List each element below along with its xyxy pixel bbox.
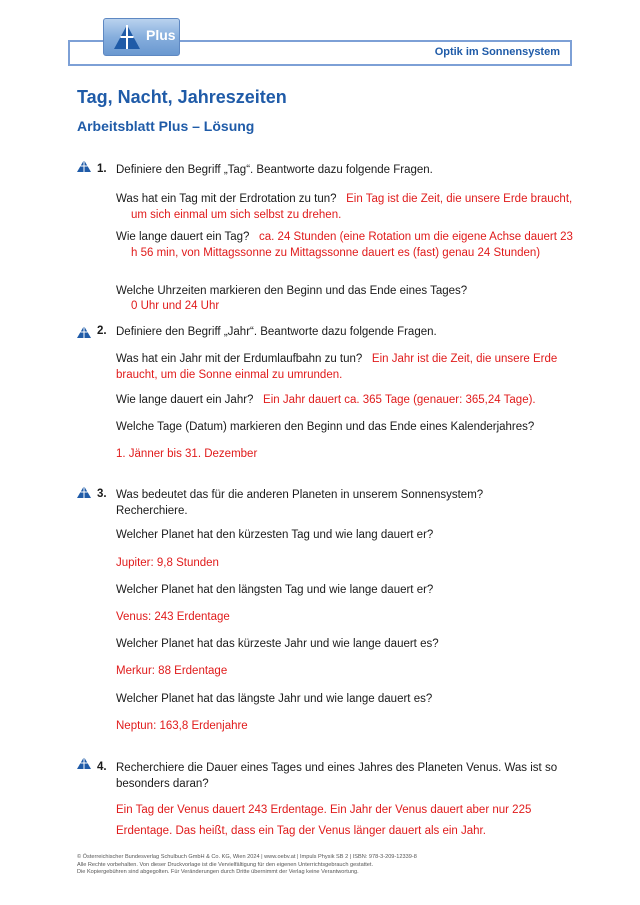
triangle-bullet-icon bbox=[77, 160, 91, 172]
task-number: 2. bbox=[97, 325, 107, 337]
question-text: Welche Tage (Datum) markieren den Beginn und das Ende eines Kalenderjahres? bbox=[116, 421, 535, 433]
task-prompt: Definiere den Begriff „Tag“. Beantworte dazu folgende Fragen. bbox=[116, 164, 433, 176]
header-title: Optik im Sonnensystem bbox=[434, 46, 560, 58]
answer-text: Merkur: 88 Erdentage bbox=[116, 665, 228, 677]
plus-logo-icon bbox=[103, 18, 180, 56]
question-answer bbox=[116, 230, 581, 261]
page-subtitle: Arbeitsblatt Plus – Lösung bbox=[77, 118, 255, 134]
answer-text: Venus: 243 Erdentage bbox=[116, 611, 230, 623]
answer-text: Ein Tag ist die Zeit, die unsere Erde braucht, um sich einmal um sich selbst zu drehen. bbox=[131, 193, 573, 221]
footer-line: © Österreichischer Bundesverlag Schulbuch GmbH & Co. KG, Wien 2024 | www.oebv.at | Impuls Physik SB 2 | ISBN: 978-3-209-12339-8 bbox=[77, 854, 417, 860]
task-prompt: Definiere den Begriff „Jahr“. Beantworte dazu folgende Fragen. bbox=[116, 326, 437, 338]
question-text: Was hat ein Jahr mit der Erdumlaufbahn zu tun? bbox=[116, 353, 363, 365]
question-answer bbox=[116, 393, 566, 409]
question-text: Wie lange dauert ein Tag? bbox=[116, 231, 250, 243]
task-prompt: Recherchiere die Dauer eines Tages und eines Jahres des Planeten Venus. Was ist so besonders daran? bbox=[116, 762, 558, 790]
answer-text: Ein Jahr ist die Zeit, die unsere Erde braucht, um die Sonne einmal zu umrunden. bbox=[116, 353, 558, 381]
page-title: Tag, Nacht, Jahreszeiten bbox=[77, 87, 287, 107]
task-prompt: Was bedeutet das für die anderen Planeten in unserem Sonnensystem? Recherchiere. bbox=[116, 489, 484, 517]
question-answer bbox=[116, 192, 581, 223]
question-answer bbox=[116, 352, 566, 383]
footer-copyright bbox=[77, 854, 577, 877]
question-text: Was hat ein Tag mit der Erdrotation zu tun? bbox=[116, 193, 337, 205]
question-text: Welche Uhrzeiten markieren den Beginn und das Ende eines Tages? bbox=[116, 285, 468, 297]
task-number: 1. bbox=[97, 163, 107, 175]
answer-text: ca. 24 Stunden (eine Rotation um die eigene Achse dauert 23 h 56 min, von Mittagssonne zu Mittagssonne dauert es (fast) genau 24 Stunden) bbox=[131, 231, 573, 259]
logo-text: Plus bbox=[146, 27, 176, 43]
task-number: 3. bbox=[97, 488, 107, 500]
task-number: 4. bbox=[97, 761, 107, 773]
answer-text: Jupiter: 9,8 Stunden bbox=[116, 557, 219, 569]
question-text: Welcher Planet hat den kürzesten Tag und wie lang dauert er? bbox=[116, 529, 434, 541]
answer-text: Neptun: 163,8 Erdenjahre bbox=[116, 720, 248, 732]
answer-text: Ein Tag der Venus dauert 243 Erdentage. Ein Jahr der Venus dauert aber nur 225 Erdentage. Das heißt, dass ein Tag der Venus länger dauert als ein Jahr. bbox=[116, 804, 532, 837]
question-text: Welcher Planet hat den längsten Tag und wie lange dauert er? bbox=[116, 584, 434, 596]
footer-line: Die Kopiergebühren sind abgegolten. Für Veränderungen durch Dritte übernimmt der Verlag keine Verantwortung. bbox=[77, 869, 359, 876]
triangle-bullet-icon bbox=[77, 326, 91, 338]
answer-text: Ein Jahr dauert ca. 365 Tage (genauer: 365,24 Tage). bbox=[263, 394, 536, 406]
question-text: Wie lange dauert ein Jahr? bbox=[116, 394, 254, 406]
answer-text: 1. Jänner bis 31. Dezember bbox=[116, 448, 258, 460]
footer-line: Alle Rechte vorbehalten. Von dieser Druckvorlage ist die Vervielfältigung für den eigenen Unterrichtsgebrauch gestattet. bbox=[77, 861, 374, 868]
triangle-bullet-icon bbox=[77, 486, 91, 498]
answer-text: 0 Uhr und 24 Uhr bbox=[131, 300, 220, 312]
question-text: Welcher Planet hat das längste Jahr und wie lange dauert es? bbox=[116, 693, 433, 705]
question-text: Welcher Planet hat das kürzeste Jahr und wie lange dauert es? bbox=[116, 638, 439, 650]
triangle-bullet-icon bbox=[77, 757, 91, 769]
